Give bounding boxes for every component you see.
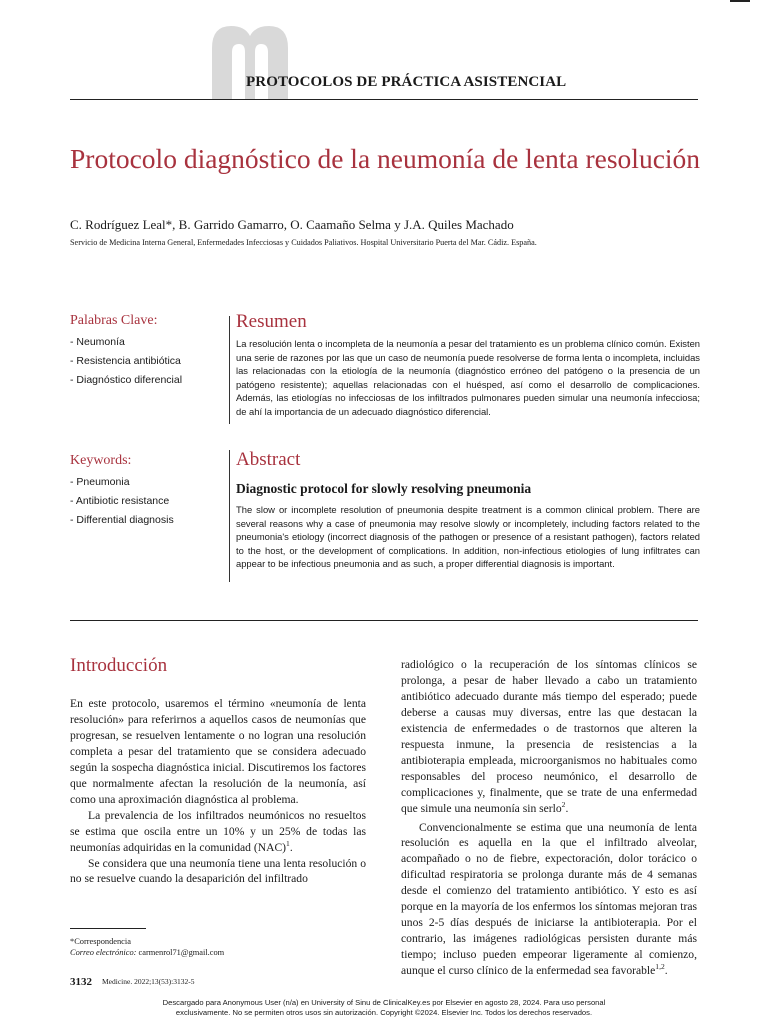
citation: 1,2 (655, 962, 665, 972)
intro-right-column (401, 657, 697, 979)
download-notice: Descargado para Anonymous User (n/a) en University of Sinu de ClinicalKey.es por Elsevier en agosto 28, 2024. Para uso personal exclusivamente. No se permiten otros usos sin autorización. Copyright ©2024. Elsevier Inc. Todos los derechos reservados. (162, 998, 606, 1017)
section-label: PROTOCOLOS DE PRÁCTICA ASISTENCIAL (246, 74, 567, 90)
footnote-email: Correo electrónico: carmenrol71@gmail.com (70, 948, 225, 957)
keyword-item: - Diagnóstico diferencial (70, 374, 183, 386)
keywords-en-title: Keywords: (70, 453, 132, 468)
page-number: 3132 (70, 976, 92, 988)
citation: 1 (286, 838, 290, 848)
article-affiliation: Servicio de Medicina Interna General, Enfermedades Infecciosas y Cuidados Paliativos. Hospital Universitario Puerta del Mar. Cádiz. España. (70, 238, 537, 247)
footnote-rule (70, 928, 146, 929)
resumen-divider (229, 316, 230, 424)
journal-citation: Medicine. 2022;13(53):3132-5 (102, 977, 195, 986)
article-authors: C. Rodríguez Leal*, B. Garrido Gamarro, O. Caamaño Selma y J.A. Quiles Machado (70, 217, 514, 232)
keywords-es-list (70, 333, 182, 390)
corner-mark (730, 0, 750, 2)
abstract-text: The slow or incomplete resolution of pneumonia despite treatment is a common clinical problem. There are several reasons why a case of pneumonia may resolve slowly or incompletely, including factors related to the pneumonia's etiology (incorrect diagnosis of the pathogen or presence of a resistant pathogen), factors related to the host, or the development of complications. In addition, non-infectious etiologies of lung infiltrates can appear to be infectious pneumonia and as such, a proper differential diagnosis is important. (236, 504, 700, 570)
intro-left-column (70, 696, 366, 887)
abstract-divider (229, 450, 230, 582)
abstract-heading: Abstract (236, 449, 301, 470)
header-rule (70, 99, 698, 100)
keyword-item: - Antibiotic resistance (70, 495, 170, 507)
intro-paragraph: Se considera que una neumonía tiene una lenta resolución o no se resuelve cuando la desaparición del infiltrado (70, 856, 366, 886)
keywords-en-list (70, 473, 174, 530)
abstract-subtitle: Diagnostic protocol for slowly resolving pneumonia (236, 481, 532, 496)
keyword-item: - Neumonía (70, 336, 125, 348)
keyword-item: - Differential diagnosis (70, 514, 174, 526)
resumen-text: La resolución lenta o incompleta de la neumonía a pesar del tratamiento es un problema clínico común. Existen una serie de razones por las que un caso de neumonía puede resolverse de forma lenta o incompleta, incluidas las relacionadas con la etiología de la neumonía (diagnóstico erróneo del patógeno o la presencia de un patógeno resistente); aquellas relacionadas con el huésped, así como el desarrollo de complicaciones. Además, las etiologías no infecciosas de los infiltrados pulmonares pueden simular una neumonía infecciosa; de ahí la importancia de un adecuado diagnóstico diferencial. (236, 338, 700, 417)
citation: 2 (561, 799, 566, 809)
footnote-correspondence: *Correspondencia (70, 937, 131, 946)
resumen-heading: Resumen (236, 311, 307, 332)
intro-heading: Introducción (70, 655, 168, 676)
section-rule (70, 620, 698, 621)
keyword-item: - Resistencia antibiótica (70, 355, 181, 367)
keywords-es-title: Palabras Clave: (70, 313, 158, 328)
email-link[interactable]: carmenrol71@gmail.com (138, 948, 225, 957)
intro-paragraph: En este protocolo, usaremos el término «neumonía de lenta resolución» para referirnos a aquellos casos de neumonías que progresan, se resuelven lentamente o no logran una resolución completa a pesar del tratamiento que se considera adecuado según la sospecha diagnóstica inicial. Discutiremos los factores que normalmente afectan la resolución de la neumonía, así como una aproximación diagnóstica al problema. (70, 697, 366, 806)
intro-paragraph: La prevalencia de los infiltrados neumónicos no resueltos se estima que oscila entre un 10% y un 25% de todas las neumonías adquiridas en la comunidad (NAC)$^1$. (70, 808, 366, 854)
keyword-item: - Pneumonia (70, 476, 130, 488)
intro-paragraph: radiológico o la recuperación de los síntomas clínicos se prolonga, a pesar de haber llevado a cabo un tratamiento antibiótico adecuado durante más tiempo del esperado; puede deberse a causas muy diversas, entre las que destacan la existencia de enfermedades o de trastornos que alteren la respuesta inmune, la presencia de resistencias a la antibioterapia empleada, microorganismos no habituales como responsables del proceso neumónico, el desarrollo de complicaciones y, finalmente, que se trate de una enfermedad que simule una neumonía sin serlo$^2$. (401, 658, 697, 815)
intro-paragraph: Convencionalmente se estima que una neumonía de lenta resolución es aquella en la que el infiltrado alveolar, acompañado o no de fiebre, expectoración, dolor torácico o dificultad respiratoria se prolonga durante más de 4 semanas desde el comienzo del tratamiento antibiótico. Y esto es así porque en la mayoría de los enfermos los síntomas mejoran tras unos 2-5 días después de iniciarse la antibioterapia. Por el contrario, las imágenes radiológicas persisten durante más tiempo; incluso pueden empeorar ligeramente al comienzo, aunque el curso clínico de la enfermedad sea favorable$^{1,2}$. (401, 820, 697, 978)
article-title: Protocolo diagnóstico de la neumonía de lenta resolución (70, 143, 701, 174)
